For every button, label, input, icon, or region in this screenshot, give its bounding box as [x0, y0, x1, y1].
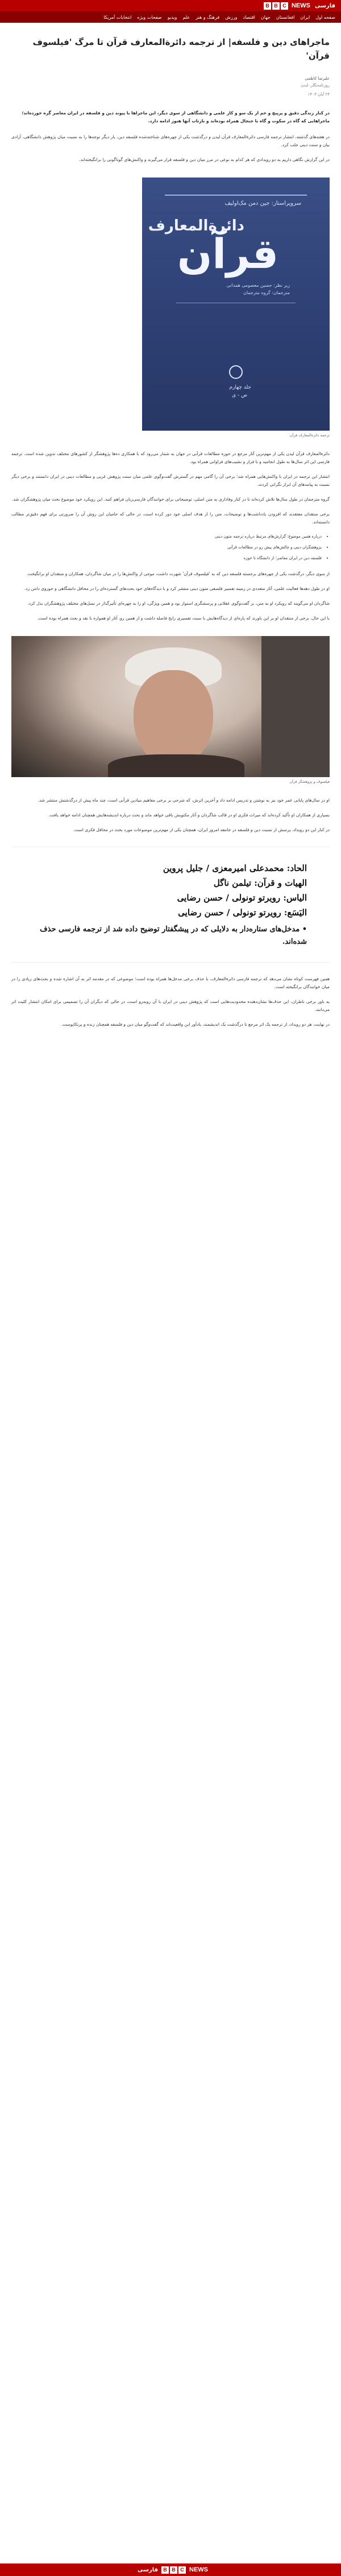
- cover-subtitle-1: زیر نظر: حسین معصومی همدانی: [226, 283, 290, 288]
- logo-letter-b2: B: [272, 2, 280, 10]
- bbc-news-logo[interactable]: [264, 2, 310, 10]
- nav-item-home[interactable]: صفحه اول: [315, 14, 335, 20]
- footer-language-label[interactable]: فارسی: [138, 2566, 159, 2573]
- nav-item-world[interactable]: جهان: [260, 14, 271, 20]
- byline: [11, 75, 330, 89]
- excerpt-line: الیَسَع: رویرتو تونولی / حسن رضایی: [178, 907, 307, 918]
- logo-news-text: NEWS: [189, 2566, 209, 2573]
- paragraph: گروه مترجمان در طول سال‌ها تلاش کرده‌اند تا در کنار وفاداری به متن اصلی، توضیحاتی برای خوانندگان فارسی‌زبان فراهم کنند. این رویکرد خود موضوع بحث میان پژوهشگران شد.: [11, 497, 330, 502]
- paragraph: همین فهرست کوتاه نشان می‌دهد که ترجمه فارسی دائرة‌المعارف، با حذف برخی مدخل‌ها همراه بوده است؛ موضوعی که در مقدمه اثر به آن اشاره شده و بحث‌های زیادی را در میان خوانندگان برانگیخته است.: [11, 976, 330, 989]
- book-cover-image: [142, 177, 330, 431]
- cover-subtitle-2: مترجمان: گروه مترجمان: [243, 290, 290, 295]
- language-label[interactable]: فارسی: [314, 2, 335, 9]
- site-footer: [0, 2563, 341, 2576]
- paragraph: انتشار این ترجمه در ایران با واکنش‌هایی همراه شد؛ برخی آن را گامی مهم در گسترش گفت‌وگوی علمی میان سنت پژوهش غربی و مطالعات دینی در ایران دانستند و برخی دیگر نسبت به پیامدهای آن ابراز نگرانی کردند.: [11, 474, 330, 487]
- paragraph: دائرة‌المعارف قرآن لیدن یکی از مهم‌ترین آثار مرجع در حوزه مطالعات قرآنی در جهان به شمار می‌رود که با همکاری ده‌ها پژوهشگر از کشورهای مختلف تدوین شده است. ترجمه فارسی این اثر سال‌ها به طول انجامید و با فراز و نشیب‌های فراوانی همراه بود.: [11, 451, 330, 464]
- article-title: ماجراهای دین و فلسفه| از ترجمه دائرة‌المعارف قرآن تا مرگ 'فیلسوف قرآن': [32, 37, 330, 61]
- nav-item-us-election[interactable]: انتخابات آمریکا: [103, 14, 132, 20]
- photo-face: [134, 670, 213, 767]
- site-header: [0, 0, 341, 11]
- cover-series: سرویراستار: جین دمن مک‌اولیف: [224, 200, 301, 207]
- nav-item-science[interactable]: علم: [182, 14, 190, 20]
- logo-letter-c: C: [281, 2, 288, 10]
- publisher-emblem-icon: [229, 365, 243, 379]
- portrait-photo: [11, 636, 330, 777]
- related-link[interactable]: • درباره همین موضوع: گزارش‌های مرتبط درباره ترجمه متون دینی: [11, 533, 322, 540]
- main-navigation: [0, 11, 341, 23]
- paragraph: او در طول دهه‌ها فعالیت علمی، آثار متعددی در زمینه تفسیر فلسفی متون دینی منتشر کرد و با دیدگاه‌های خود بحث‌های گسترده‌ای را در محافل دانشگاهی و حوزوی دامن زد.: [24, 586, 330, 591]
- paragraph: از سوی دیگر، درگذشت یکی از چهره‌های برجسته فلسفه دین که به 'فیلسوف قرآن' شهرت داشت، موجی از واکنش‌ها را در میان شاگردان، همکاران و منتقدان او برانگیخت.: [26, 571, 330, 576]
- cover-rule: [165, 195, 307, 196]
- nav-item-special[interactable]: صفحات ویژه: [137, 14, 162, 20]
- article-lead: در کنار زندگی دقیق و پرپیچ و خم از یک سو و کار علمی و دانشگاهی از سوی دیگر، این ماجراها با پیوند دین و فلسفه در ایران معاصر گره خورده‌اند؛ ماجراهایی که گاه در سکوت و گاه با جنجال همراه بوده‌اند و بازتاب آنها هنوز ادامه دارد.: [22, 110, 330, 123]
- publish-date: ۲۴ آبان ۱۴۰۳: [307, 92, 330, 97]
- logo-news-text: NEWS: [291, 2, 310, 9]
- author-name: علیرضا کاظمی: [305, 76, 330, 81]
- excerpt-line: الحاد: محمدعلی امیرمعزی / جلیل پروین: [163, 863, 307, 873]
- book-page-excerpt: [11, 847, 330, 963]
- footer-bbc-news-logo[interactable]: [161, 2566, 208, 2574]
- paragraph: در نهایت، هر دو رویداد، از ترجمه یک اثر مرجع تا درگذشت یک اندیشمند، یادآور این واقعیت‌اند که گفت‌وگو میان دین و فلسفه همچنان زنده و پرتکاپوست.: [61, 1022, 330, 1027]
- paragraph: او در سال‌های پایانی عمر خود نیز به نوشتن و تدریس ادامه داد و آخرین اثرش، که شرحی بر برخی مفاهیم بنیادین قرآنی است، چند ماه پیش از درگذشتش منتشر شد.: [38, 798, 330, 803]
- article: [0, 23, 341, 1029]
- portrait-figure: [11, 636, 330, 784]
- author-role: روزنامه‌نگار، لندن: [301, 83, 330, 88]
- nav-item-economy[interactable]: اقتصاد: [243, 14, 255, 20]
- paragraph: در هفته‌های گذشته، انتشار ترجمه فارسی دائرة‌المعارف قرآن لیدن و درگذشت یکی از چهره‌های شناخته‌شده فلسفه دین، بار دیگر توجه‌ها را به نسبت میان پژوهش دانشگاهی، آزادی بیان و سنت دینی جلب کرد.: [11, 134, 330, 147]
- logo-letter-b1: B: [264, 2, 271, 10]
- paragraph: در کنار این دو رویداد، پرسش از نسبت دین و فلسفه در جامعه امروز ایران، همچنان یکی از مهم‌ترین موضوعات مورد بحث در محافل فکری است.: [73, 827, 330, 832]
- paragraph: به باور برخی ناظران، این حذف‌ها نشان‌دهنده محدودیت‌هایی است که پژوهش دینی در ایران با آن روبه‌رو است، در حالی که دیگران آن را تصمیمی برای امکان انتشار کلیت اثر می‌دانند.: [11, 999, 330, 1012]
- paragraph: بسیاری از همکاران او تأکید کرده‌اند که میراث فکری او در قالب شاگردان و آثار مکتوبش باقی خواهد ماند و بحث درباره اندیشه‌هایش همچنان ادامه خواهد یافت.: [48, 812, 330, 818]
- paragraph: در این گزارش نگاهی داریم به دو رویدادی که هر کدام به نوعی در مرز میان دین و فلسفه قرار می‌گیرند و واکنش‌های گوناگونی را برانگیخته‌اند.: [79, 157, 330, 162]
- nav-item-video[interactable]: ویدیو: [167, 14, 177, 20]
- logo-letter-b2: B: [170, 2566, 177, 2574]
- cover-title-big: قرآن: [177, 230, 278, 278]
- excerpt-note: • مدخل‌های ستاره‌دار به دلایلی که در پیشگفتار توضیح داده شد از ترجمه فارسی حذف شده‌اند.: [40, 925, 307, 946]
- excerpt-line: الهیات و قرآن: تیلمن ناگل: [213, 878, 307, 888]
- cover-volume-range: ص - ی: [232, 393, 247, 398]
- image-caption: ترجمه دائرة‌المعارف قرآن: [289, 433, 330, 437]
- nav-item-culture[interactable]: فرهنگ و هنر: [196, 14, 220, 20]
- image-caption: فیلسوف و پژوهشگر قرآن: [289, 779, 330, 784]
- paragraph: با این حال، برخی از منتقدان او بر این باورند که پاره‌ای از دیدگاه‌هایش با سنت تفسیری رایج فاصله داشت و از همین رو، آثار او همواره با نقد و بحث همراه بوده است.: [37, 616, 330, 621]
- cover-title-small: دائرة‌المعارف: [148, 217, 244, 234]
- paragraph: برخی منتقدان معتقدند که افزودن یادداشت‌ها و توضیحات، متن را از هدف اصلی خود دور کرده است، در حالی که حامیان این روش آن را ضرورتی برای فهم دقیق‌تر مطالب دانسته‌اند.: [11, 511, 330, 525]
- book-cover-figure: [11, 177, 330, 437]
- related-link[interactable]: • پژوهشگران دینی و چالش‌های پیش رو در مطالعات قرآنی: [11, 544, 322, 551]
- photo-background: [261, 636, 330, 777]
- paragraph: شاگردان او می‌گویند که رویکرد او به متن، بر گفت‌وگوی عقلانی و پرسشگری استوار بود و همین ویژگی، او را به چهره‌ای تأثیرگذار در نسل‌های مختلف پژوهشگران بدل کرد.: [27, 601, 330, 606]
- logo-letter-b1: B: [161, 2566, 169, 2574]
- photo-shirt: [108, 754, 244, 777]
- cover-volume: جلد چهارم: [229, 385, 251, 390]
- related-link[interactable]: • فلسفه دین در ایران معاصر؛ از دانشگاه تا حوزه: [11, 555, 322, 562]
- nav-item-iran[interactable]: ایران: [300, 14, 310, 20]
- nav-item-afghanistan[interactable]: افغانستان: [276, 14, 295, 20]
- nav-item-sport[interactable]: ورزش: [225, 14, 238, 20]
- related-links: [11, 533, 330, 562]
- logo-letter-c: C: [178, 2566, 186, 2574]
- excerpt-line: الیاس: رویرتو تونولی / حسن رضایی: [177, 893, 307, 903]
